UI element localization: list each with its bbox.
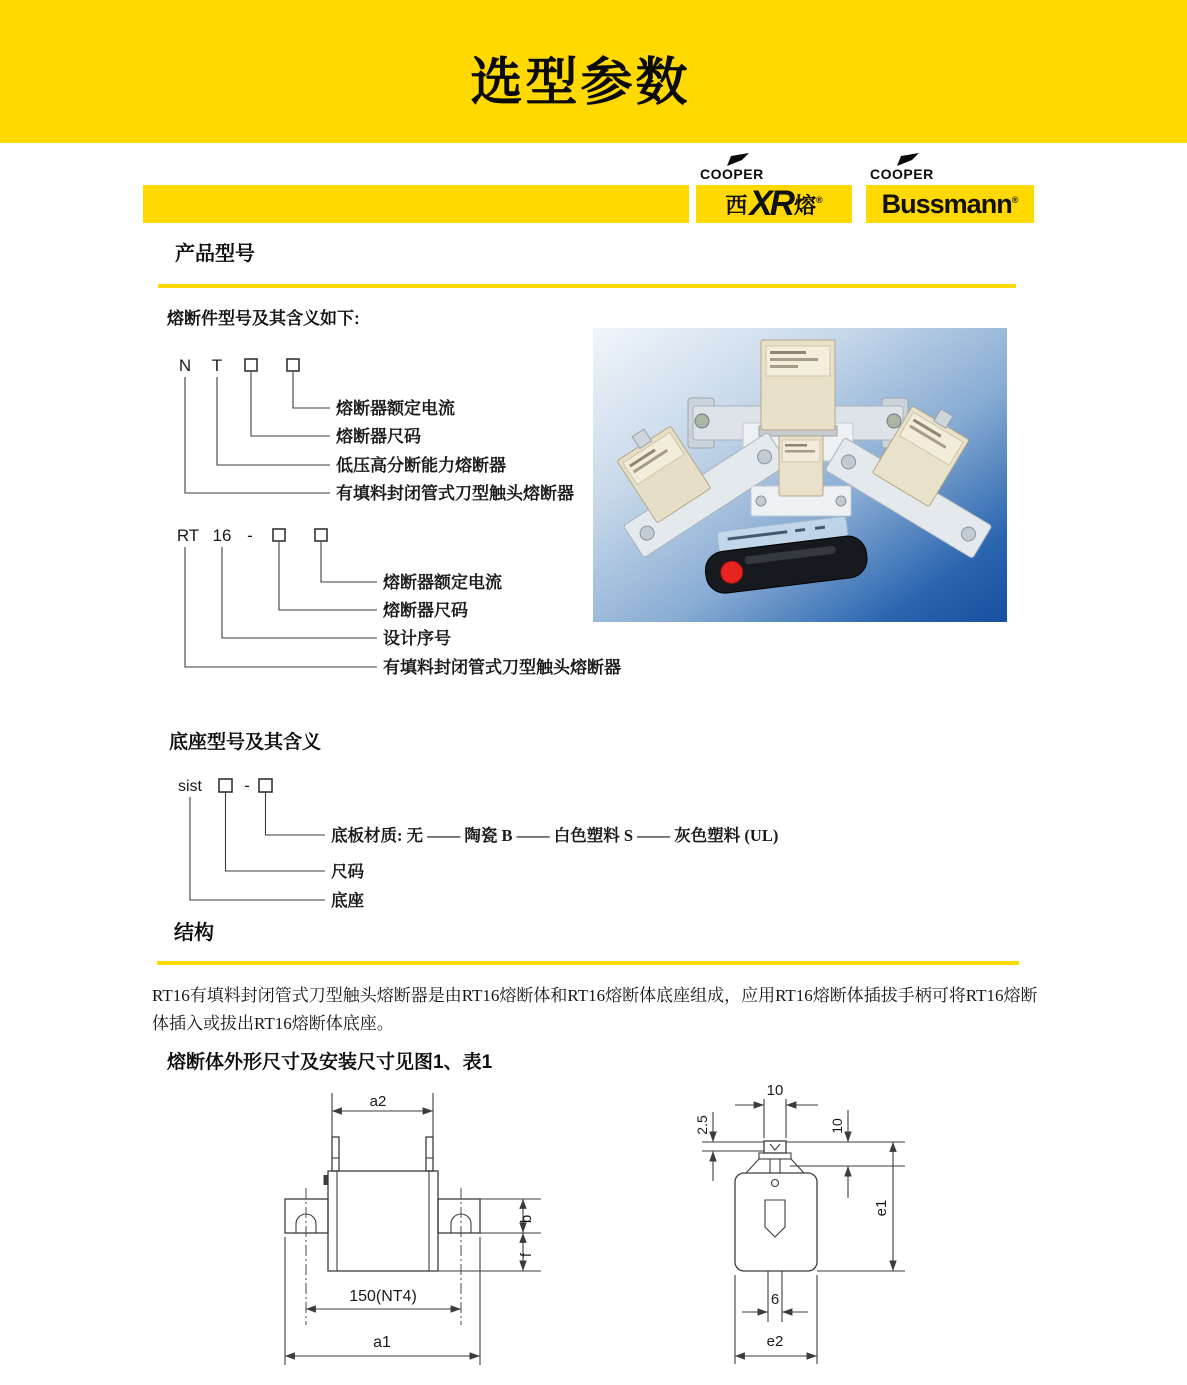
rt-label: 设计序号 [383,629,451,648]
section-heading-structure: 结构 [174,922,214,944]
yellow-rule [157,961,1019,965]
figure1-front-view-drawing [265,1085,555,1377]
brand-strip [143,185,689,223]
dim-a2: a2 [369,1093,387,1110]
registered-mark: ® [1011,195,1019,205]
rt16-model-diagram [160,520,630,680]
dim-a1: a1 [373,1334,391,1351]
product-photo [593,328,1007,622]
cooper-flag-icon [726,153,750,165]
nt-current-box [287,359,299,371]
sist-label: 尺码 [331,862,364,881]
nt-model-diagram [160,352,600,504]
sist-label: 底板材质: 无 —— 陶瓷 B —— 白色塑料 S —— 灰色塑料 (UL) [331,826,779,845]
rt-label: 熔断器额定电流 [383,573,502,592]
sist-label: 底座 [331,891,364,910]
rt-symbol-16: 16 [212,526,232,545]
figure-caption: 熔断体外形尺寸及安装尺寸见图1、表1 [167,1052,493,1073]
rt-current-box [315,529,327,541]
cooper-text: COOPER [870,166,934,182]
structure-paragraph-line2: 体插入或拔出RT16熔断体底座。 [152,1014,394,1033]
rt-size-box [273,529,285,541]
page-title: 选型参数 [470,54,691,112]
sist-dash: - [244,776,250,795]
dim-f: f [518,1252,535,1258]
title-banner [0,0,1187,143]
dim-e2: e2 [766,1333,784,1350]
cooper-flag-icon [896,153,920,165]
rt-label: 有填料封闭管式刀型触头熔断器 [383,658,621,677]
dim-6: 6 [770,1291,780,1308]
sist-size-box [219,779,232,792]
dim-left-2-5: 2.5 [694,1115,710,1135]
sist-model-diagram [160,765,940,915]
nt-size-box [245,359,257,371]
rt-symbol-dash: - [247,526,253,545]
yellow-rule [158,284,1016,288]
section-heading-product-model: 产品型号 [175,243,255,265]
intro-text: 熔断件型号及其含义如下: [167,309,360,328]
sist-symbol: sist [178,778,202,795]
nt-label: 熔断器尺码 [336,427,421,446]
cooper-wordmark [700,166,764,182]
nt-symbol-n: N [178,356,192,375]
xirong-logo [696,185,852,223]
xirong-right-char: 熔 [793,192,816,218]
rt-label: 熔断器尺码 [383,601,468,620]
cooper-wordmark [870,166,934,182]
bussmann-wordmark: Bussmann [881,188,1012,219]
dim-right-10: 10 [829,1118,845,1134]
figure1-side-view-drawing [690,1080,915,1380]
nt-label: 有填料封闭管式刀型触头熔断器 [336,484,574,503]
dim-150-nt4: 150(NT4) [349,1288,417,1305]
registered-mark: ® [816,195,823,205]
nt-symbol-t: T [211,356,223,375]
cooper-text: COOPER [700,166,764,182]
nt-label: 熔断器额定电流 [336,399,455,418]
bussmann-logo [866,185,1034,223]
nt-label: 低压高分断能力熔断器 [336,456,506,475]
rt-symbol-rt: RT [176,526,200,545]
xirong-left-char: 西 [725,192,748,218]
section-heading-base-model: 底座型号及其含义 [169,732,322,753]
sist-material-box [259,779,272,792]
dim-top-10: 10 [766,1082,784,1099]
structure-paragraph-line1: RT16有填料封闭管式刀型触头熔断器是由RT16熔断体和RT16熔断体底座组成，应用RT16熔断体插拔手柄可将RT16熔断 [152,986,1038,1005]
dim-e1: e1 [873,1199,890,1217]
xirong-monogram: XR [749,184,792,223]
dim-b: b [518,1214,535,1224]
